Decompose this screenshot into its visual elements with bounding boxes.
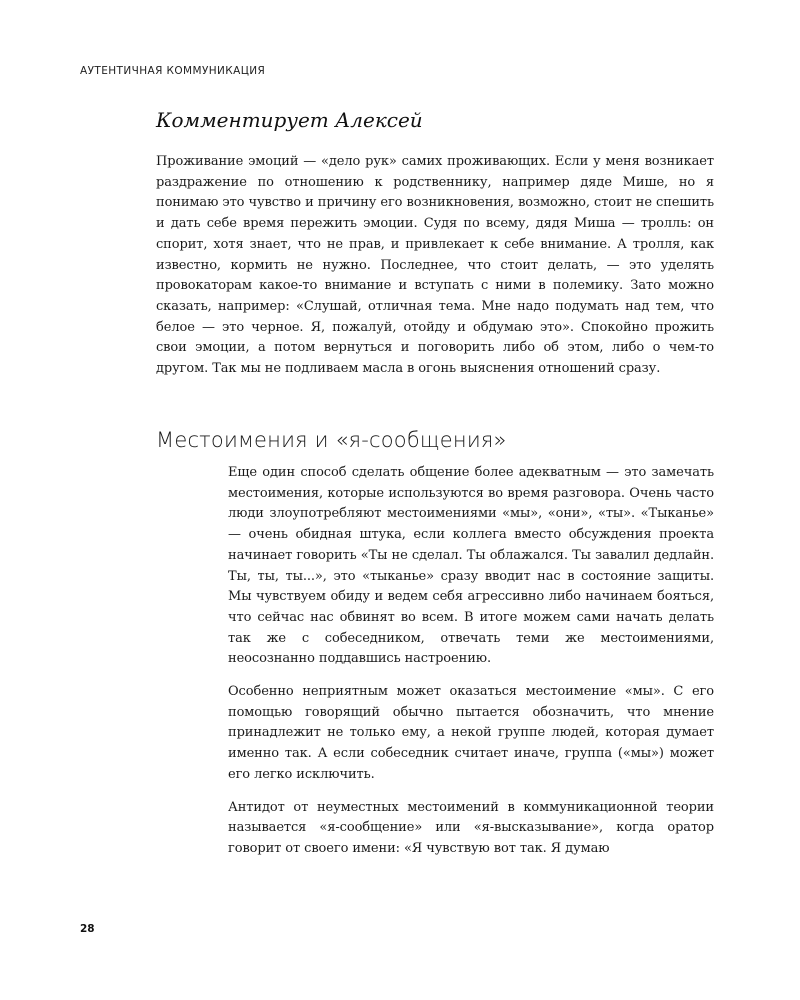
running-header: АУТЕНТИЧНАЯ КОММУНИКАЦИЯ (80, 65, 266, 77)
comment-block (156, 108, 714, 380)
paragraph: Особенно неприятным может оказаться местоимение «мы». С его помощью говорящий обычно пытается обозначить, что мнение принадлежит не только ему, а некой группе людей, которая думает именно так. А если собеседник считает иначе, группа («мы») может его легко исключить. (228, 684, 714, 782)
comment-text: Проживание эмоций — «дело рук» самих проживающих. Если у меня возникает раздражение по отношению к родственнику, например дяде Мише, но я понимаю это чувство и причину его возникновения, возможно, стоит не спешить и дать себе время пережить эмоции. Судя по всему, дядя Миша — тролль: он спорит, хотя знает, что не прав, и привлекает к себе внимание. А тролля, как известно, кормить не нужно. Последнее, что стоит делать, — это уделять провокаторам какое-то внимание и вступать с ними в полемику. Зато можно сказать, например: «Слушай, отличная тема. Мне надо подумать над тем, что белое — это черное. Я, пожалуй, отойду и обдумаю это». Спокойно прожить свои эмоции, а потом вернуться и поговорить либо об этом, либо о чем-то другом. Так мы не подливаем масла в огонь выяснения отношений сразу. (156, 154, 714, 377)
paragraph: Еще один способ сделать общение более адекватным — это замечать местоимения, которые используются во время разговора. Очень часто люди злоупотребляют местоимениями «мы», «они», «ты». «Тыканье» — очень обидная штука, если коллега вместо обсуждения проекта начинает говорить «Ты не сделал. Ты облажался. Ты завалил дедлайн. Ты, ты, ты...», это «тыканье» сразу вводит нас в состояние защиты. Мы чувствуем обиду и ведем себя агрессивно либо начинаем бояться, что сейчас нас обвинят во всем. В итоге можем сами начать делать так же с собеседником, отвечать теми же местоимениями, неосознанно поддавшись настроению. (228, 465, 714, 667)
page-number: 28 (80, 923, 95, 935)
section-heading: Местоимения и «я-сообщения» (156, 428, 507, 452)
comment-title: Комментирует Алексей (156, 108, 423, 132)
section-body (228, 463, 714, 872)
paragraph: Антидот от неуместных местоимений в коммуникационной теории называется «я-сообщение» или «я-высказывание», когда оратор говорит от своего имени: «Я чувствую вот так. Я думаю (228, 799, 714, 856)
